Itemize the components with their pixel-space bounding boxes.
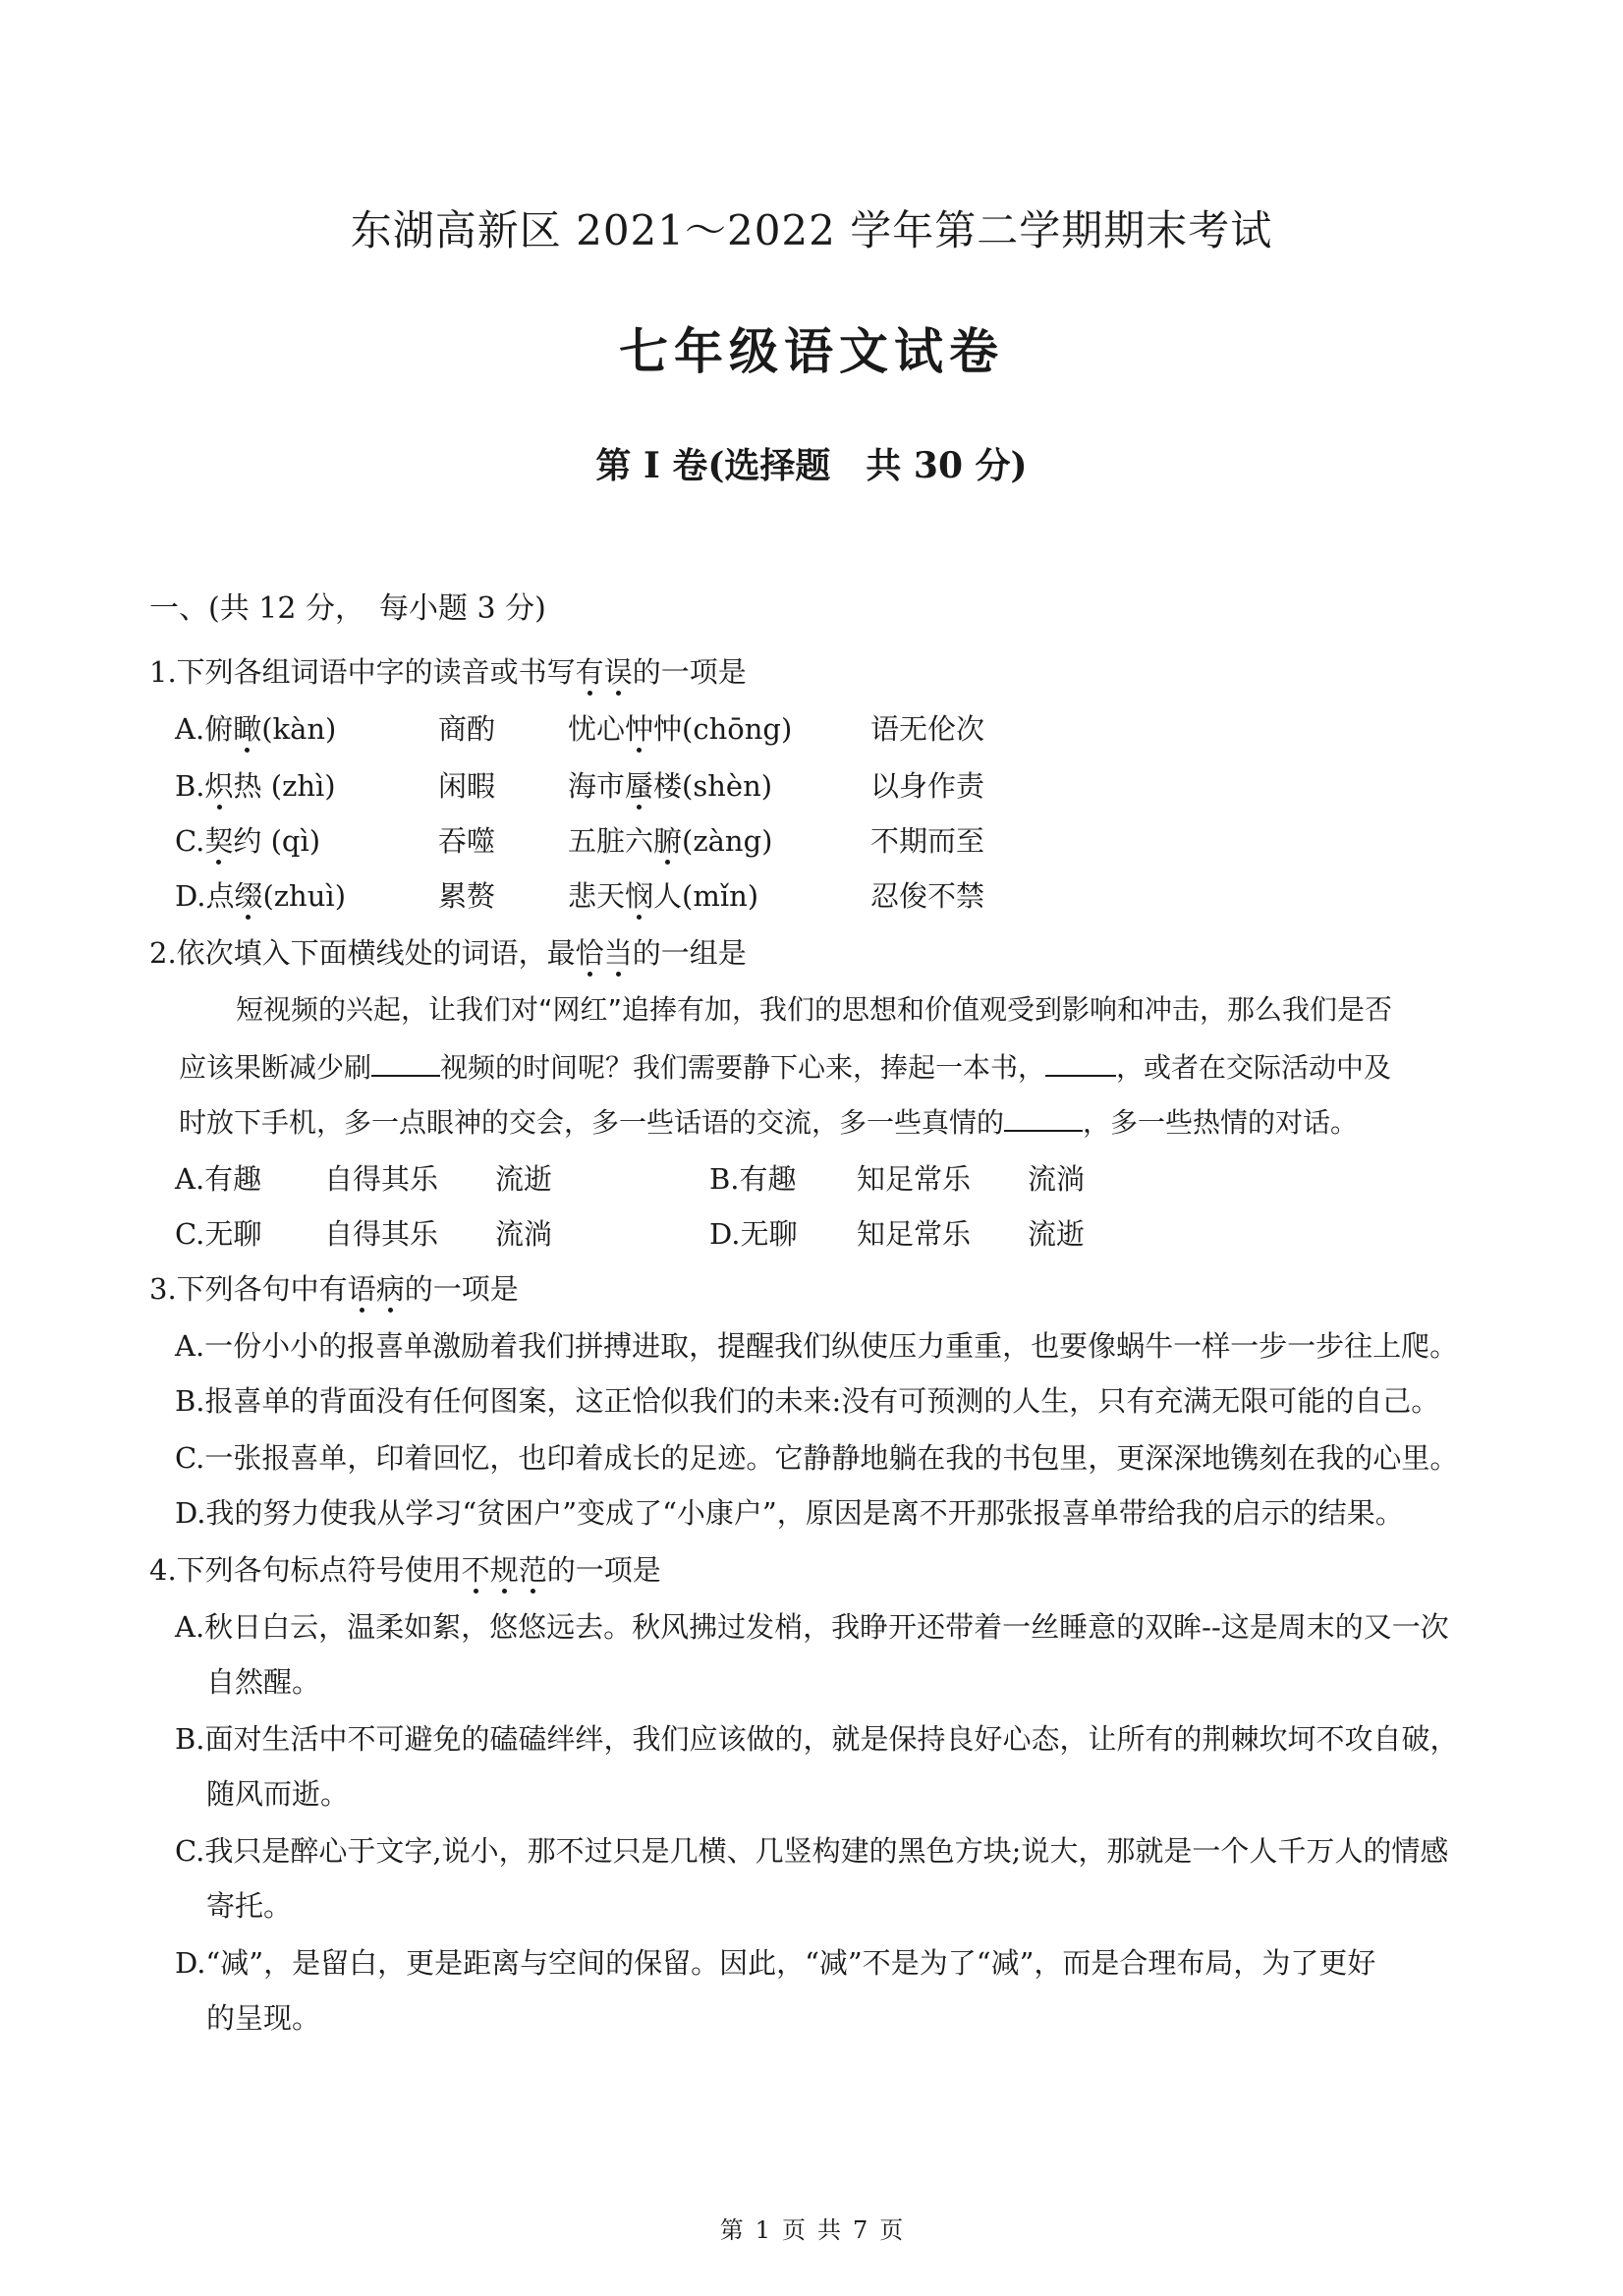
word: 知足常乐 bbox=[857, 1217, 972, 1251]
pinyin: (kàn) bbox=[261, 712, 337, 746]
question-text: 的一项是 bbox=[404, 1272, 519, 1306]
word: 累赘 bbox=[438, 879, 496, 913]
pinyin: (zàng) bbox=[682, 824, 773, 858]
option-letter: C. bbox=[175, 1217, 205, 1251]
word: 自得其乐 bbox=[324, 1217, 439, 1251]
question-4-option-b-continued: 随风而逝。 bbox=[206, 1777, 350, 1811]
question-text: 4.下列各句标点符号使用 bbox=[149, 1553, 462, 1587]
option-letter: C. bbox=[175, 824, 205, 858]
footer-text: 页 bbox=[782, 2216, 806, 2244]
question-3-stem bbox=[149, 1269, 519, 1309]
emphasis-char: 语 bbox=[348, 1269, 376, 1309]
emphasis-char: 忡 bbox=[625, 709, 653, 749]
word: 流逝 bbox=[495, 1162, 553, 1196]
exam-title: 东湖高新区 2021～2022 学年第二学期期末考试 bbox=[350, 206, 1273, 254]
emphasis-char: 炽 bbox=[205, 766, 234, 806]
passage-line-1: 短视频的兴起，让我们对“网红”追捧有加，我们的思想和价值观受到影响和冲击，那么我们是否 bbox=[236, 993, 1393, 1026]
question-text: 3.下列各句中有 bbox=[149, 1272, 348, 1306]
page-number: 1 bbox=[755, 2216, 770, 2244]
emphasis-char: 误 bbox=[604, 652, 633, 692]
option-letter: B. bbox=[709, 1162, 740, 1196]
question-text: 2.依次填入下面横线处的词语，最 bbox=[149, 936, 576, 970]
word: 忡 bbox=[653, 712, 683, 746]
pinyin: (mǐn) bbox=[682, 879, 759, 913]
passage-text: 视频的时间呢？我们需要静下心来，捧起一本书， bbox=[440, 1051, 1046, 1084]
word: 闲暇 bbox=[438, 769, 496, 803]
volume-title: 第 I 卷(选择题 共 30 分) bbox=[595, 445, 1028, 486]
emphasis-char: 范 bbox=[519, 1550, 547, 1590]
option-letter: B. bbox=[175, 769, 205, 803]
pinyin: (zhuì) bbox=[262, 879, 347, 913]
word: 无聊 bbox=[740, 1217, 798, 1251]
section-heading: 一、(共 12 分， 每小题 3 分) bbox=[149, 591, 546, 626]
question-1-stem bbox=[149, 652, 747, 692]
question-3-option-a: A.一份小小的报喜单激励着我们拼搏进取，提醒我们纵使压力重重，也要像蜗牛一样一步一步往上爬。 bbox=[175, 1329, 1459, 1363]
emphasis-char: 恰 bbox=[576, 933, 604, 973]
emphasis-char: 当 bbox=[604, 933, 633, 973]
paper-title: 七年级语文试卷 bbox=[619, 323, 1004, 380]
pinyin: (chōng) bbox=[682, 712, 793, 746]
emphasis-char: 规 bbox=[490, 1550, 519, 1590]
word: 流淌 bbox=[1028, 1162, 1086, 1196]
question-text: 1.下列各组词语中字的读音或书写 bbox=[149, 655, 576, 689]
question-2-stem bbox=[149, 933, 747, 973]
emphasis-char: 有 bbox=[576, 652, 604, 692]
passage-text: 时放下手机，多一点眼神的交会，多一些话语的交流，多一些真情的 bbox=[179, 1106, 1005, 1139]
footer-text: 页 bbox=[879, 2216, 904, 2244]
word: 无聊 bbox=[204, 1217, 262, 1251]
word: 语无伦次 bbox=[870, 712, 985, 746]
word: 流淌 bbox=[495, 1217, 553, 1251]
pinyin: 约 (qì) bbox=[233, 824, 321, 858]
word: 自得其乐 bbox=[324, 1162, 439, 1196]
fill-blank bbox=[1045, 1047, 1116, 1077]
passage-line-2 bbox=[179, 1047, 1391, 1088]
word: 知足常乐 bbox=[857, 1162, 972, 1196]
passage-text: 应该果断减少刷 bbox=[179, 1051, 372, 1084]
word: 不期而至 bbox=[870, 824, 985, 858]
emphasis-char: 不 bbox=[462, 1550, 490, 1590]
question-3-option-c: C.一张报喜单，印着回忆，也印着成长的足迹。它静静地躺在我的书包里，更深深地镌刻在我的心里。 bbox=[175, 1441, 1459, 1475]
word: 吞噬 bbox=[438, 824, 496, 858]
fill-blank bbox=[1004, 1102, 1083, 1132]
passage-text: ，或者在交际活动中及 bbox=[1116, 1051, 1392, 1084]
question-4-option-d: D.“减”，是留白，更是距离与空间的保留。因此，“减”不是为了“减”，而是合理布局，为了更好 bbox=[175, 1946, 1376, 1980]
page-footer bbox=[0, 2211, 1623, 2245]
word: 人 bbox=[653, 879, 683, 913]
emphasis-char: 腑 bbox=[653, 821, 682, 861]
question-4-option-c: C.我只是醉心于文字,说小，那不过只是几横、几竖构建的黑色方块;说大，那就是一个人千万人的情感 bbox=[175, 1834, 1449, 1868]
footer-text: 共 bbox=[817, 2216, 841, 2244]
word: 流逝 bbox=[1028, 1217, 1086, 1251]
question-4-option-a: A.秋日白云，温柔如絮，悠悠远去。秋风拂过发梢，我睁开还带着一丝睡意的双眸--这是周末的又一次 bbox=[175, 1610, 1449, 1644]
emphasis-char: 缀 bbox=[234, 876, 262, 916]
word: 商酌 bbox=[438, 712, 496, 746]
question-3-option-b: B.报喜单的背面没有任何图案，这正恰似我们的未来:没有可预测的人生，只有充满无限可能的自己。 bbox=[175, 1384, 1440, 1418]
emphasis-char: 契 bbox=[204, 821, 233, 861]
footer-text: 第 bbox=[719, 2216, 744, 2244]
question-4-option-a-continued: 自然醒。 bbox=[206, 1665, 321, 1699]
emphasis-char: 病 bbox=[376, 1269, 405, 1309]
emphasis-char: 蜃 bbox=[625, 766, 653, 806]
word: 忍俊不禁 bbox=[870, 879, 985, 913]
option-letter: A. bbox=[175, 1162, 205, 1196]
word: 有趣 bbox=[739, 1162, 797, 1196]
word: 楼 bbox=[653, 769, 683, 803]
word: 忧心 bbox=[568, 712, 626, 746]
pinyin: (shèn) bbox=[682, 769, 773, 803]
page-total: 7 bbox=[853, 2216, 868, 2244]
option-letter: D. bbox=[709, 1217, 741, 1251]
emphasis-char: 悯 bbox=[625, 876, 653, 916]
passage-text: ，多一些热情的对话。 bbox=[1083, 1106, 1359, 1139]
pinyin: 热 (zhì) bbox=[233, 769, 336, 803]
question-3-option-d: D.我的努力使我从学习“贫困户”变成了“小康户”，原因是离不开那张报喜单带给我的启示的结果。 bbox=[175, 1496, 1404, 1530]
fill-blank bbox=[371, 1047, 440, 1077]
question-text: 的一项是 bbox=[632, 655, 747, 689]
word: 有趣 bbox=[204, 1162, 262, 1196]
word: 海市 bbox=[568, 769, 626, 803]
emphasis-char: 瞰 bbox=[233, 709, 261, 749]
option-letter: A. bbox=[175, 712, 205, 746]
question-text: 的一项是 bbox=[546, 1553, 661, 1587]
word: 俯 bbox=[204, 712, 234, 746]
word: 悲天 bbox=[568, 879, 626, 913]
word: 五脏六 bbox=[568, 824, 654, 858]
word: 以身作责 bbox=[870, 769, 985, 803]
question-4-option-b: B.面对生活中不可避免的磕磕绊绊，我们应该做的，就是保持良好心态，让所有的荆棘坎坷不攻自破， bbox=[175, 1722, 1459, 1756]
word: 点 bbox=[205, 879, 235, 913]
question-text: 的一组是 bbox=[632, 936, 747, 970]
question-4-option-d-continued: 的呈现。 bbox=[206, 2001, 321, 2035]
question-4-option-c-continued: 寄托。 bbox=[206, 1889, 293, 1923]
question-4-stem bbox=[149, 1550, 661, 1590]
passage-line-3 bbox=[179, 1102, 1358, 1143]
option-letter: D. bbox=[175, 879, 206, 913]
